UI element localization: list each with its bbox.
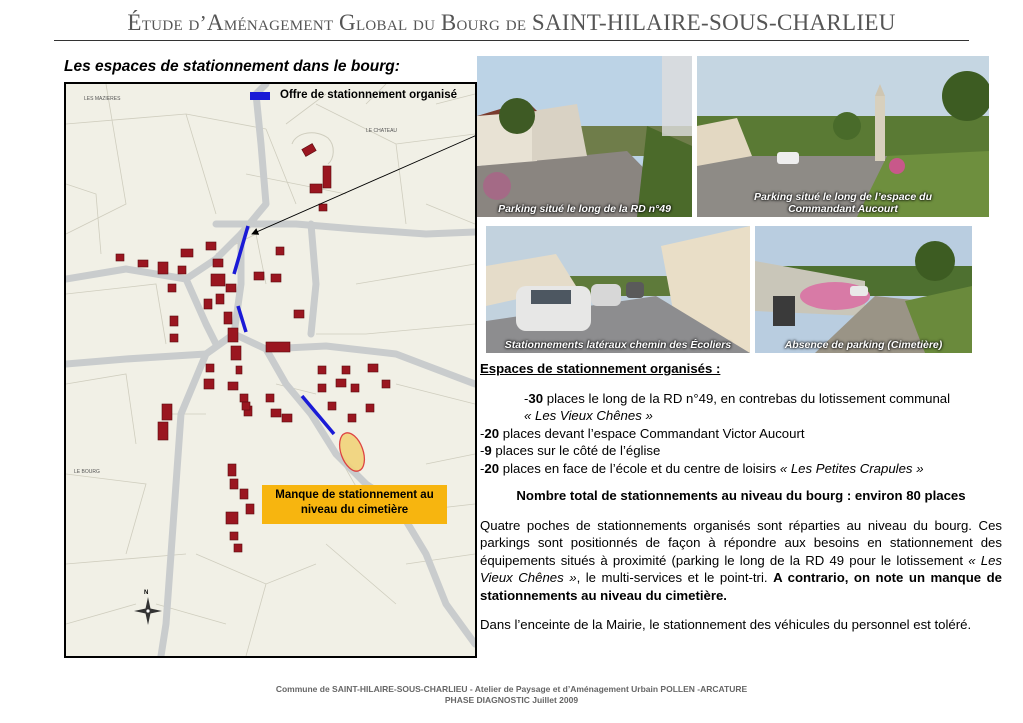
footer-line: Commune de SAINT-HILAIRE-SOUS-CHARLIEU - Atelier de Paysage et d’Aménagement Urbain POLLEN -ARCATURE xyxy=(275,684,748,694)
document-title: Étude d’Aménagement Global du Bourg de SAINT-HILAIRE-SOUS-CHARLIEU xyxy=(127,10,896,35)
list-item xyxy=(480,442,1002,460)
title-rule xyxy=(54,40,969,41)
paragraph-text: Quatre poches de stationnements organisés sont réparties au niveau du bourg. Ces parkings sont positionnés de façon à répondre aux besoins en stationnement des équipements situés à proximité (parking le long de la RD 49 pour le lotissement xyxy=(480,517,1002,568)
footer xyxy=(0,684,1023,706)
photo-caption: Parking situé le long de la RD n°49 xyxy=(498,203,671,215)
list-text: « Les Petites Crapules » xyxy=(779,460,924,476)
place-label: LE BOURG xyxy=(74,469,100,475)
map-heading: Les espaces de stationnement dans le bourg: xyxy=(64,58,400,75)
list-item xyxy=(480,460,1002,478)
footer-line: PHASE DIAGNOSTIC Juillet 2009 xyxy=(444,695,579,705)
list-dash: - xyxy=(480,425,485,441)
place-label: LES MAZIERES xyxy=(84,96,121,102)
photo-rd49 xyxy=(477,56,692,217)
paragraph-text: « Les Vieux Chênes » xyxy=(480,552,1002,585)
photo-caption: Stationnements latéraux chemin des Écoliers xyxy=(504,339,732,351)
list-text: places le long de la RD n°49, en contrebas du lotissement communal xyxy=(543,390,951,406)
list-dash: - xyxy=(480,443,485,458)
list-text: places devant l’espace Commandant Victor Aucourt xyxy=(499,425,805,441)
paragraph xyxy=(480,517,1002,605)
leader-arrow xyxy=(240,130,480,240)
list-text: places sur le côté de l’église xyxy=(491,443,661,458)
list-dash: - xyxy=(480,460,485,476)
legend-swatch xyxy=(250,92,270,100)
text-block xyxy=(480,360,1002,634)
list-number: 9 xyxy=(484,443,492,458)
caption-line: Parking situé le long de l’espace du xyxy=(754,191,932,203)
list-dash: - xyxy=(524,390,529,406)
paragraph: Dans l’enceinte de la Mairie, le stationnement des véhicules du personnel est toléré. xyxy=(480,617,972,632)
compass-north-label: N xyxy=(144,590,149,596)
callout-line: niveau du cimetière xyxy=(300,504,409,516)
list-number: 30 xyxy=(528,390,544,406)
list-item xyxy=(480,390,1002,425)
callout-line: Manque de stationnement au xyxy=(275,489,434,501)
cemetery-callout xyxy=(262,485,447,524)
list-text: « Les Vieux Chênes » xyxy=(524,408,653,423)
organized-title: Espaces de stationnement organisés : xyxy=(480,361,721,376)
photo-caption: Absence de parking (Cimetière) xyxy=(784,339,943,351)
paragraph-text: A contrario, on note un manque de stationnements au niveau du cimetière. xyxy=(480,570,1002,603)
place-label: LE CHATEAU xyxy=(366,128,398,134)
photo-caption xyxy=(697,191,989,215)
list-number: 20 xyxy=(484,460,500,476)
list-item xyxy=(480,425,1002,443)
photo-ecoliers xyxy=(486,226,750,353)
photo-cimetiere xyxy=(755,226,972,353)
caption-line: Commandant Aucourt xyxy=(788,203,898,215)
legend-label: Offre de stationnement organisé xyxy=(280,89,458,101)
list-number: 20 xyxy=(484,425,500,441)
total-statement: Nombre total de stationnements au niveau du bourg : environ 80 places xyxy=(516,488,966,503)
list-text: places en face de l’école et du centre de loisirs xyxy=(499,460,780,476)
photo-aucourt xyxy=(697,56,989,217)
paragraph-text: , le multi-services et le point-tri. xyxy=(576,570,774,585)
